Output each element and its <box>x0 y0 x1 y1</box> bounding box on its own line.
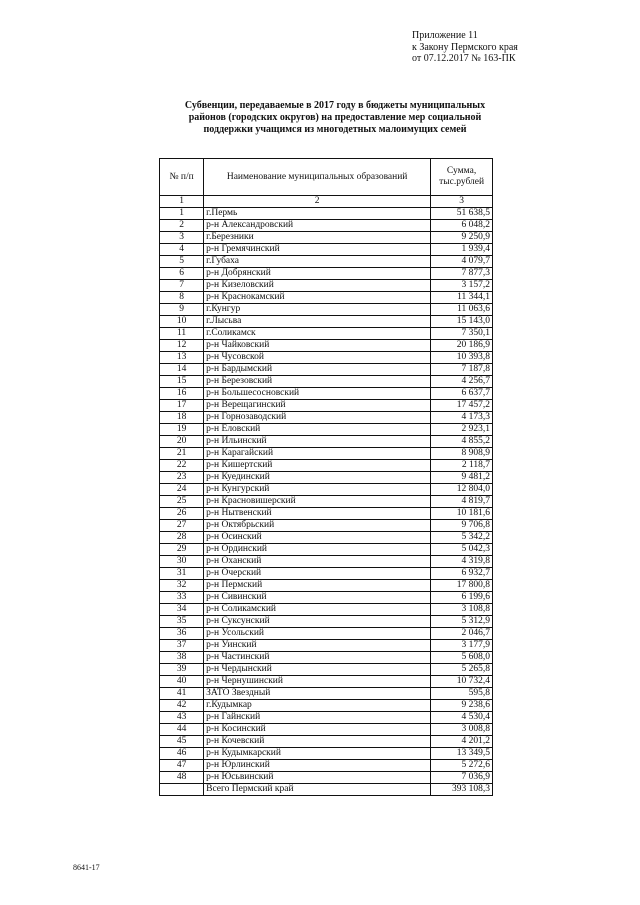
row-sum: 5 042,3 <box>431 544 493 556</box>
row-sum: 3 108,8 <box>431 604 493 616</box>
table-row <box>160 508 493 520</box>
row-sum: 9 706,8 <box>431 520 493 532</box>
row-num: 18 <box>160 412 204 424</box>
row-sum: 3 157,2 <box>431 280 493 292</box>
table-row <box>160 568 493 580</box>
table-row <box>160 496 493 508</box>
row-name: р-н Ординский <box>204 544 431 556</box>
header-sum: Сумма, тыс.рублей <box>431 159 493 196</box>
table-row <box>160 700 493 712</box>
title-line-2: районов (городских округов) на предоставление мер социальной <box>188 112 482 123</box>
row-sum: 3 177,9 <box>431 640 493 652</box>
row-num: 5 <box>160 256 204 268</box>
table-row <box>160 748 493 760</box>
table-row <box>160 616 493 628</box>
row-num: 36 <box>160 628 204 640</box>
table-row <box>160 628 493 640</box>
row-name: р-н Уинский <box>204 640 431 652</box>
row-name: р-н Горнозаводский <box>204 412 431 424</box>
row-num: 47 <box>160 760 204 772</box>
row-sum: 15 143,0 <box>431 316 493 328</box>
row-num: 40 <box>160 676 204 688</box>
row-num: 42 <box>160 700 204 712</box>
row-name: г.Кудымкар <box>204 700 431 712</box>
table-row <box>160 328 493 340</box>
row-name: р-н Частинский <box>204 652 431 664</box>
row-num: 37 <box>160 640 204 652</box>
row-sum: 6 048,2 <box>431 220 493 232</box>
row-name: р-н Еловский <box>204 424 431 436</box>
row-num: 17 <box>160 400 204 412</box>
row-sum: 7 187,8 <box>431 364 493 376</box>
row-sum: 2 118,7 <box>431 460 493 472</box>
row-sum: 6 932,7 <box>431 568 493 580</box>
table-row <box>160 640 493 652</box>
row-num: 13 <box>160 352 204 364</box>
row-num: 32 <box>160 580 204 592</box>
row-name: р-н Юсьвинский <box>204 772 431 784</box>
row-num: 27 <box>160 520 204 532</box>
table-row <box>160 388 493 400</box>
row-sum: 4 201,2 <box>431 736 493 748</box>
table-row <box>160 688 493 700</box>
table-row <box>160 652 493 664</box>
colnum-3: 3 <box>431 196 493 208</box>
row-sum: 4 256,7 <box>431 376 493 388</box>
row-num: 1 <box>160 208 204 220</box>
table-row <box>160 256 493 268</box>
row-name: р-н Оханский <box>204 556 431 568</box>
row-sum: 13 349,5 <box>431 748 493 760</box>
row-name: р-н Чердынский <box>204 664 431 676</box>
row-name: р-н Карагайский <box>204 448 431 460</box>
row-name: р-н Октябрьский <box>204 520 431 532</box>
header-num: № п/п <box>160 159 204 196</box>
table-row <box>160 400 493 412</box>
row-sum: 17 457,2 <box>431 400 493 412</box>
table-row <box>160 376 493 388</box>
table-row <box>160 268 493 280</box>
row-num: 2 <box>160 220 204 232</box>
row-num: 3 <box>160 232 204 244</box>
table-row <box>160 484 493 496</box>
row-sum: 51 638,5 <box>431 208 493 220</box>
row-sum: 10 393,8 <box>431 352 493 364</box>
table-row <box>160 532 493 544</box>
table-row <box>160 676 493 688</box>
row-sum: 5 312,9 <box>431 616 493 628</box>
table-row <box>160 436 493 448</box>
row-sum: 7 350,1 <box>431 328 493 340</box>
row-sum: 11 344,1 <box>431 292 493 304</box>
row-num: 33 <box>160 592 204 604</box>
row-name: р-н Александровский <box>204 220 431 232</box>
colnum-1: 1 <box>160 196 204 208</box>
row-num: 15 <box>160 376 204 388</box>
row-sum: 4 173,3 <box>431 412 493 424</box>
row-num: 4 <box>160 244 204 256</box>
row-sum: 2 046,7 <box>431 628 493 640</box>
appendix-line: Приложение 11 <box>412 30 478 41</box>
row-sum: 6 637,7 <box>431 388 493 400</box>
table-row <box>160 772 493 784</box>
row-sum: 17 800,8 <box>431 580 493 592</box>
row-name: р-н Верещагинский <box>204 400 431 412</box>
table-row <box>160 760 493 772</box>
row-name: р-н Суксунский <box>204 616 431 628</box>
row-name: р-н Красновишерский <box>204 496 431 508</box>
row-name: р-н Усольский <box>204 628 431 640</box>
row-name: р-н Ильинский <box>204 436 431 448</box>
table-row <box>160 544 493 556</box>
row-name: р-н Сивинский <box>204 592 431 604</box>
table-row <box>160 412 493 424</box>
table-row <box>160 472 493 484</box>
colnum-2: 2 <box>204 196 431 208</box>
row-sum: 5 272,6 <box>431 760 493 772</box>
row-sum: 7 036,9 <box>431 772 493 784</box>
row-num: 29 <box>160 544 204 556</box>
row-sum: 20 186,9 <box>431 340 493 352</box>
table-row <box>160 580 493 592</box>
table-row <box>160 304 493 316</box>
row-num: 45 <box>160 736 204 748</box>
row-sum: 1 939,4 <box>431 244 493 256</box>
row-name: ЗАТО Звездный <box>204 688 431 700</box>
row-sum: 9 250,9 <box>431 232 493 244</box>
row-name: р-н Юрлинский <box>204 760 431 772</box>
appendix-note <box>412 30 518 65</box>
row-num: 30 <box>160 556 204 568</box>
appendix-date: от 07.12.2017 № 163-ПК <box>412 53 516 64</box>
table-row <box>160 604 493 616</box>
row-name: г.Губаха <box>204 256 431 268</box>
row-name: р-н Соликамский <box>204 604 431 616</box>
row-num: 7 <box>160 280 204 292</box>
table-row <box>160 280 493 292</box>
row-sum: 10 732,4 <box>431 676 493 688</box>
row-name: г.Пермь <box>204 208 431 220</box>
subsidies-table <box>159 158 493 796</box>
row-num: 21 <box>160 448 204 460</box>
total-num-cell <box>160 784 204 796</box>
total-label: Всего Пермский край <box>204 784 431 796</box>
row-name: р-н Березовский <box>204 376 431 388</box>
row-sum: 11 063,6 <box>431 304 493 316</box>
table-header-row <box>160 159 493 196</box>
row-num: 8 <box>160 292 204 304</box>
row-num: 48 <box>160 772 204 784</box>
table-row <box>160 424 493 436</box>
row-sum: 4 855,2 <box>431 436 493 448</box>
row-num: 19 <box>160 424 204 436</box>
row-name: р-н Кизеловский <box>204 280 431 292</box>
row-name: р-н Кунгурский <box>204 484 431 496</box>
row-num: 22 <box>160 460 204 472</box>
table-row <box>160 352 493 364</box>
row-name: р-н Добрянский <box>204 268 431 280</box>
row-num: 25 <box>160 496 204 508</box>
table-row <box>160 448 493 460</box>
table-row <box>160 220 493 232</box>
row-num: 14 <box>160 364 204 376</box>
row-name: г.Лысьва <box>204 316 431 328</box>
row-num: 24 <box>160 484 204 496</box>
row-sum: 5 608,0 <box>431 652 493 664</box>
row-name: р-н Кишертский <box>204 460 431 472</box>
row-name: р-н Осинский <box>204 532 431 544</box>
row-sum: 5 265,8 <box>431 664 493 676</box>
table-row <box>160 364 493 376</box>
row-name: г.Соликамск <box>204 328 431 340</box>
row-num: 26 <box>160 508 204 520</box>
row-name: г.Березники <box>204 232 431 244</box>
row-name: р-н Чайковский <box>204 340 431 352</box>
row-num: 20 <box>160 436 204 448</box>
row-sum: 3 008,8 <box>431 724 493 736</box>
row-sum: 5 342,2 <box>431 532 493 544</box>
table-row <box>160 232 493 244</box>
row-sum: 12 804,0 <box>431 484 493 496</box>
row-sum: 4 530,4 <box>431 712 493 724</box>
table-row <box>160 724 493 736</box>
header-name: Наименование муниципальных образований <box>204 159 431 196</box>
table-row <box>160 292 493 304</box>
row-num: 23 <box>160 472 204 484</box>
row-sum: 2 923,1 <box>431 424 493 436</box>
table-row <box>160 712 493 724</box>
row-sum: 6 199,6 <box>431 592 493 604</box>
table-row <box>160 664 493 676</box>
table-row <box>160 208 493 220</box>
table-row <box>160 340 493 352</box>
row-sum: 8 908,9 <box>431 448 493 460</box>
total-row <box>160 784 493 796</box>
table-row <box>160 592 493 604</box>
table-row <box>160 520 493 532</box>
row-num: 39 <box>160 664 204 676</box>
table-row <box>160 736 493 748</box>
row-num: 31 <box>160 568 204 580</box>
appendix-law: к Закону Пермского края <box>412 41 518 53</box>
row-sum: 9 481,2 <box>431 472 493 484</box>
title-line-3: поддержки учащимся из многодетных малоимущих семей <box>203 124 467 135</box>
row-name: р-н Чусовской <box>204 352 431 364</box>
row-name: р-н Гайнский <box>204 712 431 724</box>
row-num: 9 <box>160 304 204 316</box>
row-sum: 9 238,6 <box>431 700 493 712</box>
row-name: р-н Кочевский <box>204 736 431 748</box>
row-num: 28 <box>160 532 204 544</box>
row-name: р-н Куединский <box>204 472 431 484</box>
row-num: 44 <box>160 724 204 736</box>
total-sum: 393 108,3 <box>431 784 493 796</box>
row-num: 12 <box>160 340 204 352</box>
document-code: 8641-17 <box>73 863 100 872</box>
row-name: р-н Кудымкарский <box>204 748 431 760</box>
title-line-1: Субвенции, передаваемые в 2017 году в бюджеты муниципальных <box>184 100 486 111</box>
table-row <box>160 460 493 472</box>
row-num: 46 <box>160 748 204 760</box>
table-row <box>160 556 493 568</box>
row-name: р-н Гремячинский <box>204 244 431 256</box>
row-num: 41 <box>160 688 204 700</box>
row-sum: 4 819,7 <box>431 496 493 508</box>
row-num: 16 <box>160 388 204 400</box>
row-num: 38 <box>160 652 204 664</box>
row-name: р-н Косинский <box>204 724 431 736</box>
row-num: 11 <box>160 328 204 340</box>
row-name: г.Кунгур <box>204 304 431 316</box>
row-sum: 595,8 <box>431 688 493 700</box>
row-num: 35 <box>160 616 204 628</box>
row-name: р-н Бардымский <box>204 364 431 376</box>
table-row <box>160 244 493 256</box>
row-num: 43 <box>160 712 204 724</box>
row-sum: 10 181,6 <box>431 508 493 520</box>
document-title <box>150 100 520 136</box>
row-num: 34 <box>160 604 204 616</box>
row-sum: 7 877,3 <box>431 268 493 280</box>
row-num: 6 <box>160 268 204 280</box>
row-sum: 4 319,8 <box>431 556 493 568</box>
row-name: р-н Большесосновский <box>204 388 431 400</box>
row-num: 10 <box>160 316 204 328</box>
row-name: р-н Нытвенский <box>204 508 431 520</box>
row-sum: 4 079,7 <box>431 256 493 268</box>
row-name: р-н Чернушинский <box>204 676 431 688</box>
table-row <box>160 316 493 328</box>
row-name: р-н Очерский <box>204 568 431 580</box>
row-name: р-н Краснокамский <box>204 292 431 304</box>
row-name: р-н Пермский <box>204 580 431 592</box>
table-colnum-row <box>160 196 493 208</box>
